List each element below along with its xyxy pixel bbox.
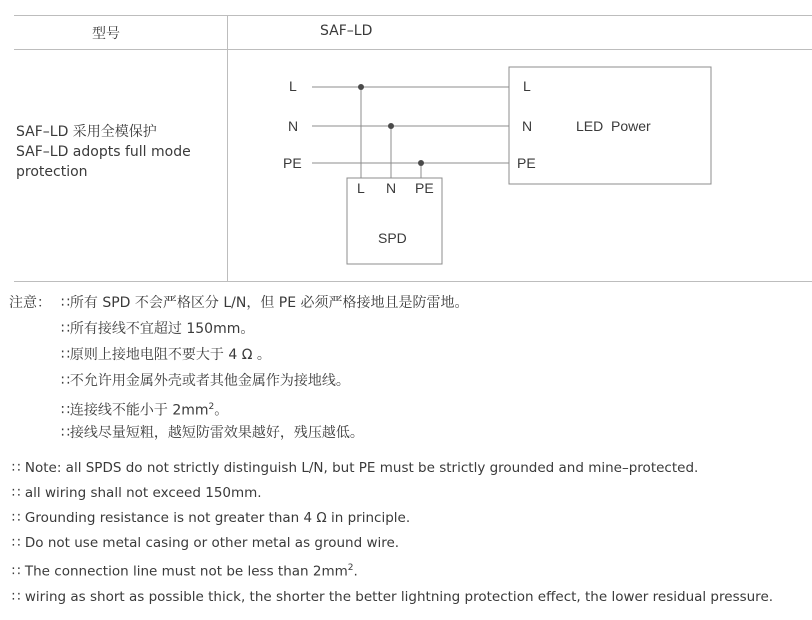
- note-text-end: .: [353, 563, 358, 580]
- led-power-title: LED Power: [576, 118, 651, 134]
- superscript: 2: [208, 402, 215, 412]
- led-label-l: L: [523, 78, 531, 94]
- note-text: ∷不允许用金属外壳或者其他金属作为接地线。: [61, 373, 350, 389]
- note-text: ∷所有 SPD 不会严格区分 L/N，但 PE 必须严格接地且是防雷地。: [61, 295, 469, 311]
- junction-dot-n: [388, 123, 394, 129]
- list-item: ∷ Grounding resistance is not greater than 4 Ω in principle.: [12, 510, 411, 526]
- notes-lead: 注意：: [9, 295, 51, 311]
- spd-label-l: L: [357, 180, 365, 196]
- list-item: [12, 556, 773, 585]
- note-text: ∷接线尽量短粗，越短防雷效果越好，残压越低。: [61, 425, 364, 441]
- list-item: ∷ wiring as short as possible thick, the shorter the better lightning protection effect, the lower residual pressure.: [12, 588, 774, 605]
- led-label-n: N: [522, 118, 533, 134]
- list-item: ∷ all wiring shall not exceed 150mm.: [12, 485, 262, 501]
- notes-english: [12, 456, 773, 610]
- description-line: SAF–LD adopts full mode: [16, 144, 191, 160]
- line-label-n: N: [288, 118, 299, 134]
- junction-dot-l: [358, 84, 364, 90]
- led-label-pe: PE: [517, 155, 536, 171]
- spd-title: SPD: [378, 230, 407, 246]
- note-text-end: 。: [214, 402, 229, 419]
- model-header-label: 型号: [92, 26, 120, 42]
- wiring-diagram: [0, 0, 812, 290]
- line-label-l: L: [289, 78, 297, 94]
- superscript: 2: [347, 563, 354, 573]
- note-text-main: ∷连接线不能小于 2mm: [61, 402, 209, 419]
- note-text-main: ∷ The connection line must not be less than 2mm: [12, 563, 348, 580]
- note-text: ∷原则上接地电阻不要大于 4 Ω 。: [61, 347, 271, 363]
- note-text: ∷所有接线不宜超过 150mm。: [61, 321, 255, 337]
- description-line: protection: [16, 164, 88, 180]
- description-line: SAF–LD 采用全模保护: [16, 124, 157, 140]
- line-label-pe: PE: [283, 155, 302, 171]
- spd-label-pe: PE: [415, 180, 434, 196]
- junction-dot-pe: [418, 160, 424, 166]
- list-item: ∷ Do not use metal casing or other metal as ground wire.: [12, 535, 400, 551]
- model-header-value: SAF–LD: [320, 23, 373, 39]
- list-item: ∷ Note: all SPDS do not strictly distinguish L/N, but PE must be strictly grounded and mine–protected.: [12, 460, 699, 476]
- spd-label-n: N: [386, 180, 397, 196]
